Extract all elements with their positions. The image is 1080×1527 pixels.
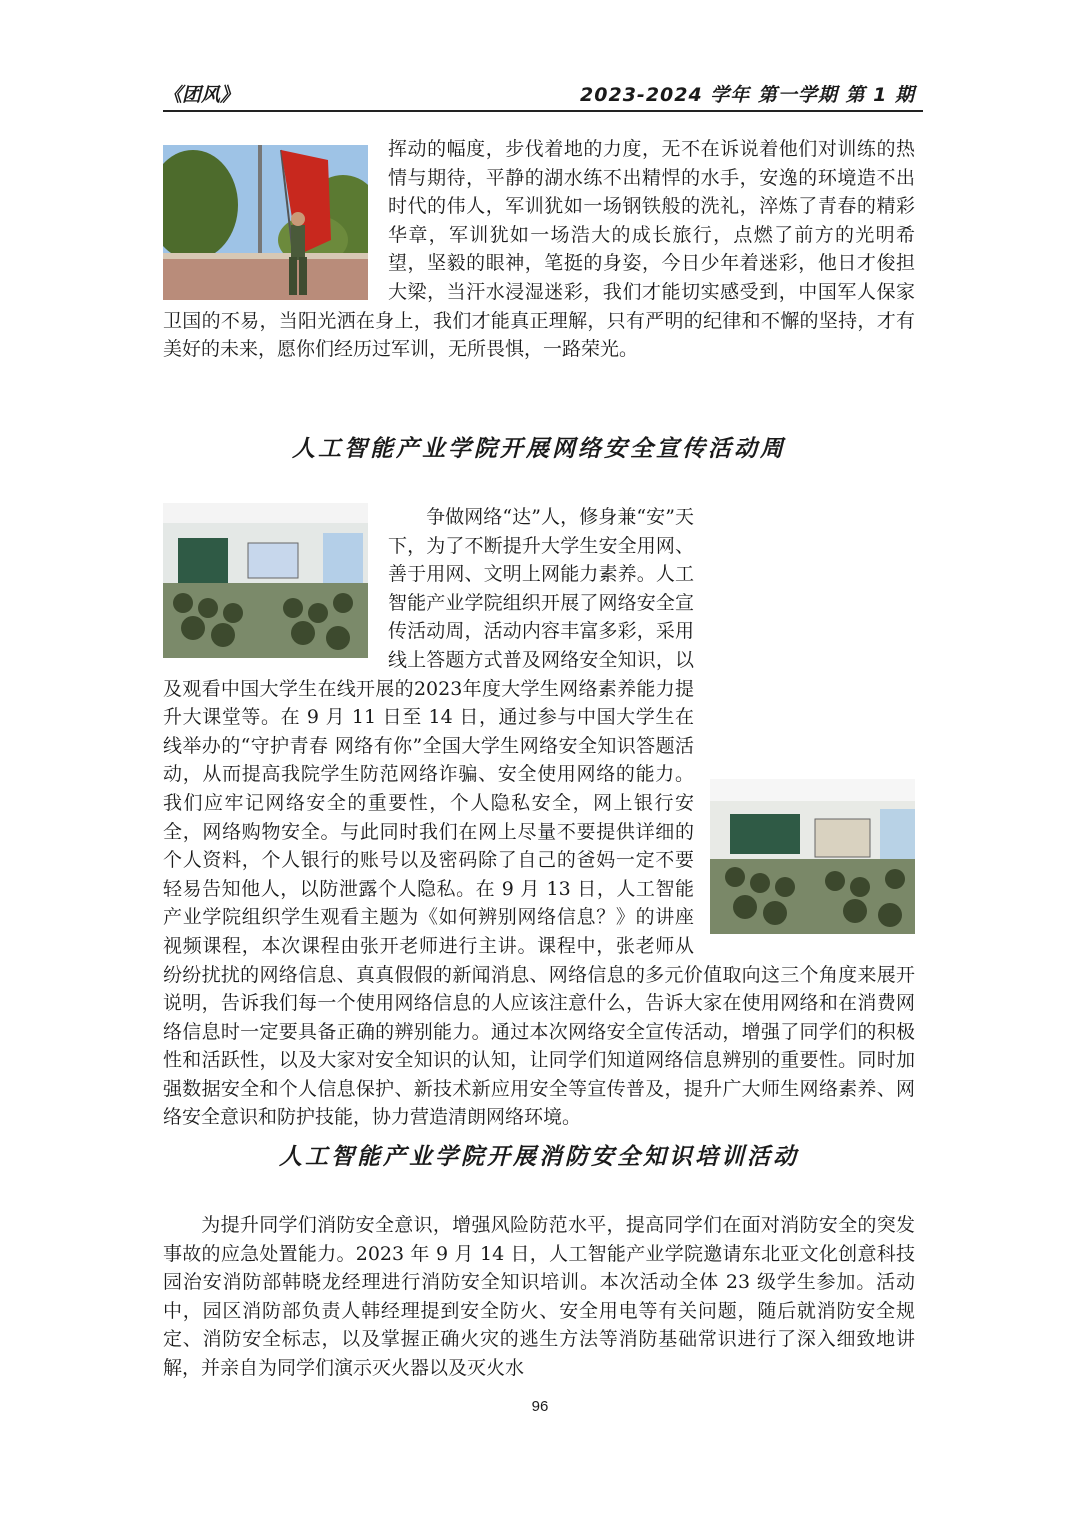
article3-text: 为提升同学们消防安全意识，增强风险防范水平，提高同学们在面对消防安全的突发事故的应急处置能力。2023 年 9 月 14 日，人工智能产业学院邀请东北亚文化创意科技园治安消防部韩晓龙经理进行消防安全知识培训。本次活动全体 23 级学生参加。活动中，园区消防部负责人韩经理提到安全防火、安全用电等有关问题，随后就消防安全规定、消防安全标志，以及掌握正确火灾的逃生方法等消防基础常识进行了深入细致地讲解，并亲自为同学们演示灭火器以及灭火水: [163, 1214, 915, 1379]
article1-text: 挥动的幅度，步伐着地的力度，无不在诉说着他们对训练的热情与期待，平静的湖水练不出精悍的水手，安逸的环境造不出时代的伟人，军训犹如一场钢铁般的洗礼，淬炼了青春的精彩华章，军训犹如一场浩大的成长旅行，点燃了前方的光明希望，坚毅的眼神，笔挺的身姿，今日少年着迷彩，他日才俊担大梁，当汗水浸湿迷彩，我们才能切实感受到，中国军人保家卫国的不易，当阳光洒在身上，我们才能真正理解，只有严明的纪律和不懈的坚持，才有美好的未来，愿你们经历过军训，无所畏惧，一路荣光。: [163, 138, 915, 361]
classroom-photo-2: [710, 779, 915, 934]
classroom-photo-1: [163, 503, 368, 658]
page-header: [163, 78, 923, 112]
article2-text: 争做网络“达”人，修身兼“安”天下，为了不断提升大学生安全用网、善于用网、文明上网能力素养。人工智能产业学院组织开展了网络安全宣传活动周，活动内容丰富多彩，采用线上答题方式普及网络安全知识，以及观看中国大学生在线开展的2023年度大学生网络素养能力提升大课堂等。在 9 月 11 日至 14 日，通过参与中国大学生在线举办的“守护青春 网络有你”全国大学生网络安全知识答题活动，从而提高我院学生防范网络诈骗、安全使用网络的能力。我们应牢记网络安全的重要性，个人隐私安全，网上银行安全，网络购物安全。与此同时我们在网上尽量不要提供详细的个人资料，个人银行的账号以及密码除了自己的爸妈一定不要轻易告知他人，以防泄露个人隐私。在 9 月 13 日，人工智能产业学院组织学生观看主题为《如何辨别网络信息？》的讲座视频课程，本次课程由张开老师进行主讲。课程中，张老师从纷纷扰扰的网络信息、真真假假的新闻消息、网络信息的多元价值取向这三个角度来展开说明，告诉我们每一个使用网络信息的人应该注意什么，告诉大家在使用网络和在消费网络信息时一定要具备正确的辨别能力。通过本次网络安全宣传活动，增强了同学们的积极性和活跃性，以及大家对安全知识的认知，让同学们知道网络信息辨别的重要性。同时加强数据安全和个人信息保护、新技术新应用安全等宣传普及，提升广大师生网络素养、网络安全意识和防护技能，协力营造清朗网络环境。: [163, 506, 915, 1129]
military-training-photo: [163, 145, 368, 300]
article2-block: [163, 503, 915, 1132]
article3-block: [163, 1211, 915, 1383]
issue-info: 2023-2024 学年 第一学期 第 1 期: [580, 84, 915, 106]
article1-block: [163, 135, 915, 364]
page-number: 96: [531, 1398, 549, 1415]
journal-title: 《团风》: [163, 84, 240, 106]
article2-title: 人工智能产业学院开展网络安全宣传活动周: [292, 436, 786, 462]
article3-title: 人工智能产业学院开展消防安全知识培训活动: [279, 1144, 799, 1170]
